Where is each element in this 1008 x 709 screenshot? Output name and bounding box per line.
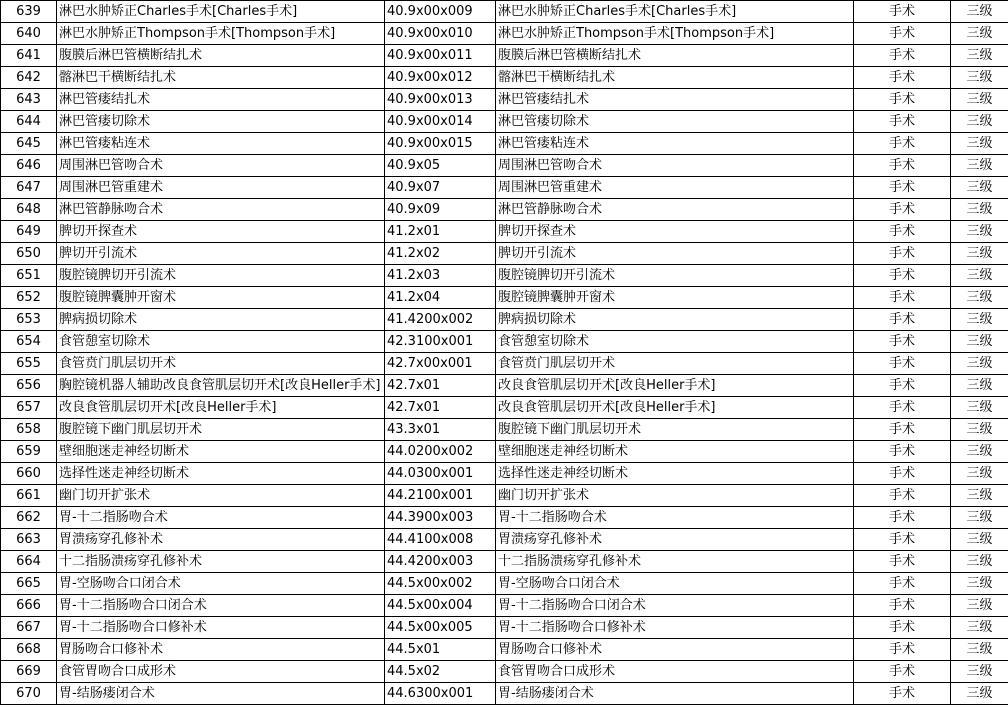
procedure-code-cell: 40.9x07 xyxy=(385,177,496,199)
table-row xyxy=(1,1,1008,23)
standard-name-cell: 脾病损切除术 xyxy=(496,309,854,331)
procedure-type-cell: 手术 xyxy=(854,661,951,683)
grade-cell: 三级 xyxy=(951,89,1008,111)
procedure-type-cell: 手术 xyxy=(854,177,951,199)
grade-cell: 三级 xyxy=(951,331,1008,353)
procedure-name-cell: 胃-十二指肠吻合口闭合术 xyxy=(57,595,385,617)
grade-cell: 三级 xyxy=(951,661,1008,683)
standard-name-cell: 十二指肠溃疡穿孔修补术 xyxy=(496,551,854,573)
table-row xyxy=(1,265,1008,287)
row-number-cell: 662 xyxy=(1,507,57,529)
grade-cell: 三级 xyxy=(951,265,1008,287)
standard-name-cell: 壁细胞迷走神经切断术 xyxy=(496,441,854,463)
standard-name-cell: 腹腔镜下幽门肌层切开术 xyxy=(496,419,854,441)
table-row xyxy=(1,221,1008,243)
procedure-name-cell: 胃-十二指肠吻合术 xyxy=(57,507,385,529)
row-number-cell: 639 xyxy=(1,1,57,23)
grade-cell: 三级 xyxy=(951,595,1008,617)
row-number-cell: 653 xyxy=(1,309,57,331)
standard-name-cell: 脾切开探查术 xyxy=(496,221,854,243)
procedure-name-cell: 改良食管肌层切开术[改良Heller手术] xyxy=(57,397,385,419)
procedure-type-cell: 手术 xyxy=(854,89,951,111)
procedure-name-cell: 胃溃疡穿孔修补术 xyxy=(57,529,385,551)
table-row xyxy=(1,507,1008,529)
table-row xyxy=(1,375,1008,397)
standard-name-cell: 胃-十二指肠吻合口修补术 xyxy=(496,617,854,639)
procedure-type-cell: 手术 xyxy=(854,353,951,375)
table-row xyxy=(1,595,1008,617)
procedure-code-cell: 40.9x00x010 xyxy=(385,23,496,45)
row-number-cell: 667 xyxy=(1,617,57,639)
procedure-name-cell: 周围淋巴管重建术 xyxy=(57,177,385,199)
standard-name-cell: 周围淋巴管吻合术 xyxy=(496,155,854,177)
procedure-code-cell: 44.5x00x005 xyxy=(385,617,496,639)
procedure-type-cell: 手术 xyxy=(854,23,951,45)
procedure-type-cell: 手术 xyxy=(854,441,951,463)
procedure-code-cell: 42.7x01 xyxy=(385,375,496,397)
row-number-cell: 655 xyxy=(1,353,57,375)
procedure-name-cell: 食管贲门肌层切开术 xyxy=(57,353,385,375)
table-row xyxy=(1,111,1008,133)
table-row xyxy=(1,67,1008,89)
procedure-code-cell: 41.4200x002 xyxy=(385,309,496,331)
procedure-type-cell: 手术 xyxy=(854,375,951,397)
row-number-cell: 648 xyxy=(1,199,57,221)
row-number-cell: 660 xyxy=(1,463,57,485)
procedure-code-cell: 44.2100x001 xyxy=(385,485,496,507)
procedure-code-cell: 44.4200x003 xyxy=(385,551,496,573)
procedure-code-cell: 43.3x01 xyxy=(385,419,496,441)
procedure-code-cell: 44.0200x002 xyxy=(385,441,496,463)
procedure-code-cell: 44.4100x008 xyxy=(385,529,496,551)
procedure-code-cell: 44.6300x001 xyxy=(385,683,496,705)
grade-cell: 三级 xyxy=(951,397,1008,419)
procedure-type-cell: 手术 xyxy=(854,397,951,419)
procedure-name-cell: 食管憩室切除术 xyxy=(57,331,385,353)
procedure-name-cell: 腹腔镜脾囊肿开窗术 xyxy=(57,287,385,309)
grade-cell: 三级 xyxy=(951,111,1008,133)
grade-cell: 三级 xyxy=(951,353,1008,375)
standard-name-cell: 胃-十二指肠吻合术 xyxy=(496,507,854,529)
procedure-type-cell: 手术 xyxy=(854,309,951,331)
procedure-type-cell: 手术 xyxy=(854,199,951,221)
row-number-cell: 661 xyxy=(1,485,57,507)
table-row xyxy=(1,683,1008,705)
table-row xyxy=(1,661,1008,683)
procedure-name-cell: 淋巴水肿矫正Thompson手术[Thompson手术] xyxy=(57,23,385,45)
standard-name-cell: 周围淋巴管重建术 xyxy=(496,177,854,199)
procedure-type-cell: 手术 xyxy=(854,639,951,661)
procedure-code-cell: 40.9x00x015 xyxy=(385,133,496,155)
procedure-name-cell: 淋巴水肿矫正Charles手术[Charles手术] xyxy=(57,1,385,23)
procedure-type-cell: 手术 xyxy=(854,133,951,155)
procedure-code-cell: 42.7x00x001 xyxy=(385,353,496,375)
grade-cell: 三级 xyxy=(951,243,1008,265)
row-number-cell: 669 xyxy=(1,661,57,683)
table-row xyxy=(1,331,1008,353)
table-row xyxy=(1,309,1008,331)
procedure-type-cell: 手术 xyxy=(854,573,951,595)
procedure-name-cell: 周围淋巴管吻合术 xyxy=(57,155,385,177)
grade-cell: 三级 xyxy=(951,683,1008,705)
procedure-type-cell: 手术 xyxy=(854,155,951,177)
standard-name-cell: 腹腔镜脾囊肿开窗术 xyxy=(496,287,854,309)
procedure-name-cell: 胃-结肠瘘闭合术 xyxy=(57,683,385,705)
standard-name-cell: 胃肠吻合口修补术 xyxy=(496,639,854,661)
table-row xyxy=(1,89,1008,111)
table-row xyxy=(1,463,1008,485)
standard-name-cell: 选择性迷走神经切断术 xyxy=(496,463,854,485)
standard-name-cell: 胃-空肠吻合口闭合术 xyxy=(496,573,854,595)
procedure-code-cell: 40.9x05 xyxy=(385,155,496,177)
procedure-code-cell: 41.2x02 xyxy=(385,243,496,265)
standard-name-cell: 改良食管肌层切开术[改良Heller手术] xyxy=(496,375,854,397)
table-row xyxy=(1,485,1008,507)
table-row xyxy=(1,551,1008,573)
grade-cell: 三级 xyxy=(951,133,1008,155)
table-row xyxy=(1,177,1008,199)
procedure-code-cell: 41.2x01 xyxy=(385,221,496,243)
procedure-type-cell: 手术 xyxy=(854,111,951,133)
procedure-name-cell: 选择性迷走神经切断术 xyxy=(57,463,385,485)
procedure-type-cell: 手术 xyxy=(854,507,951,529)
grade-cell: 三级 xyxy=(951,441,1008,463)
procedure-code-cell: 40.9x00x013 xyxy=(385,89,496,111)
procedure-name-cell: 胃-空肠吻合口闭合术 xyxy=(57,573,385,595)
procedure-type-cell: 手术 xyxy=(854,529,951,551)
procedure-type-cell: 手术 xyxy=(854,331,951,353)
row-number-cell: 663 xyxy=(1,529,57,551)
procedure-name-cell: 髂淋巴干横断结扎术 xyxy=(57,67,385,89)
row-number-cell: 650 xyxy=(1,243,57,265)
procedure-type-cell: 手术 xyxy=(854,551,951,573)
table-row xyxy=(1,45,1008,67)
procedure-name-cell: 腹腔镜下幽门肌层切开术 xyxy=(57,419,385,441)
procedure-name-cell: 食管胃吻合口成形术 xyxy=(57,661,385,683)
row-number-cell: 649 xyxy=(1,221,57,243)
grade-cell: 三级 xyxy=(951,67,1008,89)
standard-name-cell: 幽门切开扩张术 xyxy=(496,485,854,507)
grade-cell: 三级 xyxy=(951,221,1008,243)
row-number-cell: 657 xyxy=(1,397,57,419)
procedure-name-cell: 脾病损切除术 xyxy=(57,309,385,331)
grade-cell: 三级 xyxy=(951,45,1008,67)
grade-cell: 三级 xyxy=(951,155,1008,177)
procedure-name-cell: 十二指肠溃疡穿孔修补术 xyxy=(57,551,385,573)
standard-name-cell: 淋巴管静脉吻合术 xyxy=(496,199,854,221)
grade-cell: 三级 xyxy=(951,1,1008,23)
procedure-code-cell: 44.3900x003 xyxy=(385,507,496,529)
row-number-cell: 643 xyxy=(1,89,57,111)
row-number-cell: 665 xyxy=(1,573,57,595)
row-number-cell: 640 xyxy=(1,23,57,45)
row-number-cell: 651 xyxy=(1,265,57,287)
procedure-name-cell: 淋巴管瘘切除术 xyxy=(57,111,385,133)
procedure-name-cell: 胃-十二指肠吻合口修补术 xyxy=(57,617,385,639)
procedure-type-cell: 手术 xyxy=(854,683,951,705)
procedure-code-cell: 44.5x00x002 xyxy=(385,573,496,595)
procedure-code-cell: 41.2x03 xyxy=(385,265,496,287)
row-number-cell: 654 xyxy=(1,331,57,353)
grade-cell: 三级 xyxy=(951,177,1008,199)
procedure-type-cell: 手术 xyxy=(854,595,951,617)
table-row xyxy=(1,243,1008,265)
procedure-name-cell: 壁细胞迷走神经切断术 xyxy=(57,441,385,463)
standard-name-cell: 腹腔镜脾切开引流术 xyxy=(496,265,854,287)
standard-name-cell: 腹膜后淋巴管横断结扎术 xyxy=(496,45,854,67)
table-row xyxy=(1,23,1008,45)
grade-cell: 三级 xyxy=(951,463,1008,485)
standard-name-cell: 胃溃疡穿孔修补术 xyxy=(496,529,854,551)
procedure-type-cell: 手术 xyxy=(854,67,951,89)
procedure-type-cell: 手术 xyxy=(854,265,951,287)
procedure-code-cell: 40.9x00x014 xyxy=(385,111,496,133)
row-number-cell: 647 xyxy=(1,177,57,199)
procedure-name-cell: 胃肠吻合口修补术 xyxy=(57,639,385,661)
procedure-type-cell: 手术 xyxy=(854,1,951,23)
procedure-type-cell: 手术 xyxy=(854,45,951,67)
standard-name-cell: 改良食管肌层切开术[改良Heller手术] xyxy=(496,397,854,419)
row-number-cell: 666 xyxy=(1,595,57,617)
standard-name-cell: 食管贲门肌层切开术 xyxy=(496,353,854,375)
table-body xyxy=(1,1,1008,705)
standard-name-cell: 淋巴水肿矫正Thompson手术[Thompson手术] xyxy=(496,23,854,45)
table-row xyxy=(1,287,1008,309)
procedure-name-cell: 淋巴管瘘粘连术 xyxy=(57,133,385,155)
table-row xyxy=(1,353,1008,375)
row-number-cell: 656 xyxy=(1,375,57,397)
row-number-cell: 644 xyxy=(1,111,57,133)
grade-cell: 三级 xyxy=(951,617,1008,639)
procedure-type-cell: 手术 xyxy=(854,617,951,639)
table-row xyxy=(1,397,1008,419)
grade-cell: 三级 xyxy=(951,573,1008,595)
standard-name-cell: 淋巴管瘘粘连术 xyxy=(496,133,854,155)
procedure-name-cell: 幽门切开扩张术 xyxy=(57,485,385,507)
procedure-code-cell: 44.5x02 xyxy=(385,661,496,683)
grade-cell: 三级 xyxy=(951,529,1008,551)
table-row xyxy=(1,639,1008,661)
procedure-code-cell: 40.9x00x012 xyxy=(385,67,496,89)
grade-cell: 三级 xyxy=(951,309,1008,331)
standard-name-cell: 淋巴管瘘结扎术 xyxy=(496,89,854,111)
standard-name-cell: 胃-十二指肠吻合口闭合术 xyxy=(496,595,854,617)
procedure-code-cell: 40.9x09 xyxy=(385,199,496,221)
standard-name-cell: 髂淋巴干横断结扎术 xyxy=(496,67,854,89)
standard-name-cell: 脾切开引流术 xyxy=(496,243,854,265)
table-row xyxy=(1,419,1008,441)
grade-cell: 三级 xyxy=(951,287,1008,309)
procedure-name-cell: 腹膜后淋巴管横断结扎术 xyxy=(57,45,385,67)
procedure-name-cell: 胸腔镜机器人辅助改良食管肌层切开术[改良Heller手术] xyxy=(57,375,385,397)
table-row xyxy=(1,155,1008,177)
grade-cell: 三级 xyxy=(951,23,1008,45)
procedure-code-cell: 40.9x00x009 xyxy=(385,1,496,23)
row-number-cell: 658 xyxy=(1,419,57,441)
procedure-name-cell: 淋巴管静脉吻合术 xyxy=(57,199,385,221)
standard-name-cell: 淋巴管瘘切除术 xyxy=(496,111,854,133)
row-number-cell: 645 xyxy=(1,133,57,155)
grade-cell: 三级 xyxy=(951,419,1008,441)
table-row xyxy=(1,529,1008,551)
procedure-code-cell: 40.9x00x011 xyxy=(385,45,496,67)
standard-name-cell: 淋巴水肿矫正Charles手术[Charles手术] xyxy=(496,1,854,23)
table-row xyxy=(1,133,1008,155)
procedure-name-cell: 脾切开引流术 xyxy=(57,243,385,265)
row-number-cell: 670 xyxy=(1,683,57,705)
procedure-name-cell: 脾切开探查术 xyxy=(57,221,385,243)
procedure-type-cell: 手术 xyxy=(854,419,951,441)
procedure-type-cell: 手术 xyxy=(854,485,951,507)
grade-cell: 三级 xyxy=(951,375,1008,397)
procedure-code-cell: 42.7x01 xyxy=(385,397,496,419)
procedure-code-cell: 44.5x01 xyxy=(385,639,496,661)
procedure-type-cell: 手术 xyxy=(854,287,951,309)
row-number-cell: 668 xyxy=(1,639,57,661)
standard-name-cell: 胃-结肠瘘闭合术 xyxy=(496,683,854,705)
table-row xyxy=(1,199,1008,221)
grade-cell: 三级 xyxy=(951,199,1008,221)
row-number-cell: 659 xyxy=(1,441,57,463)
procedure-type-cell: 手术 xyxy=(854,243,951,265)
procedure-type-cell: 手术 xyxy=(854,221,951,243)
procedure-code-cell: 41.2x04 xyxy=(385,287,496,309)
grade-cell: 三级 xyxy=(951,639,1008,661)
procedure-code-cell: 44.0300x001 xyxy=(385,463,496,485)
row-number-cell: 641 xyxy=(1,45,57,67)
procedure-code-cell: 44.5x00x004 xyxy=(385,595,496,617)
grade-cell: 三级 xyxy=(951,485,1008,507)
row-number-cell: 664 xyxy=(1,551,57,573)
table-row xyxy=(1,441,1008,463)
standard-name-cell: 食管胃吻合口成形术 xyxy=(496,661,854,683)
procedure-type-cell: 手术 xyxy=(854,463,951,485)
procedure-name-cell: 腹腔镜脾切开引流术 xyxy=(57,265,385,287)
row-number-cell: 642 xyxy=(1,67,57,89)
table-row xyxy=(1,617,1008,639)
row-number-cell: 646 xyxy=(1,155,57,177)
row-number-cell: 652 xyxy=(1,287,57,309)
procedure-code-cell: 42.3100x001 xyxy=(385,331,496,353)
standard-name-cell: 食管憩室切除术 xyxy=(496,331,854,353)
grade-cell: 三级 xyxy=(951,507,1008,529)
table-row xyxy=(1,573,1008,595)
grade-cell: 三级 xyxy=(951,551,1008,573)
procedure-name-cell: 淋巴管瘘结扎术 xyxy=(57,89,385,111)
